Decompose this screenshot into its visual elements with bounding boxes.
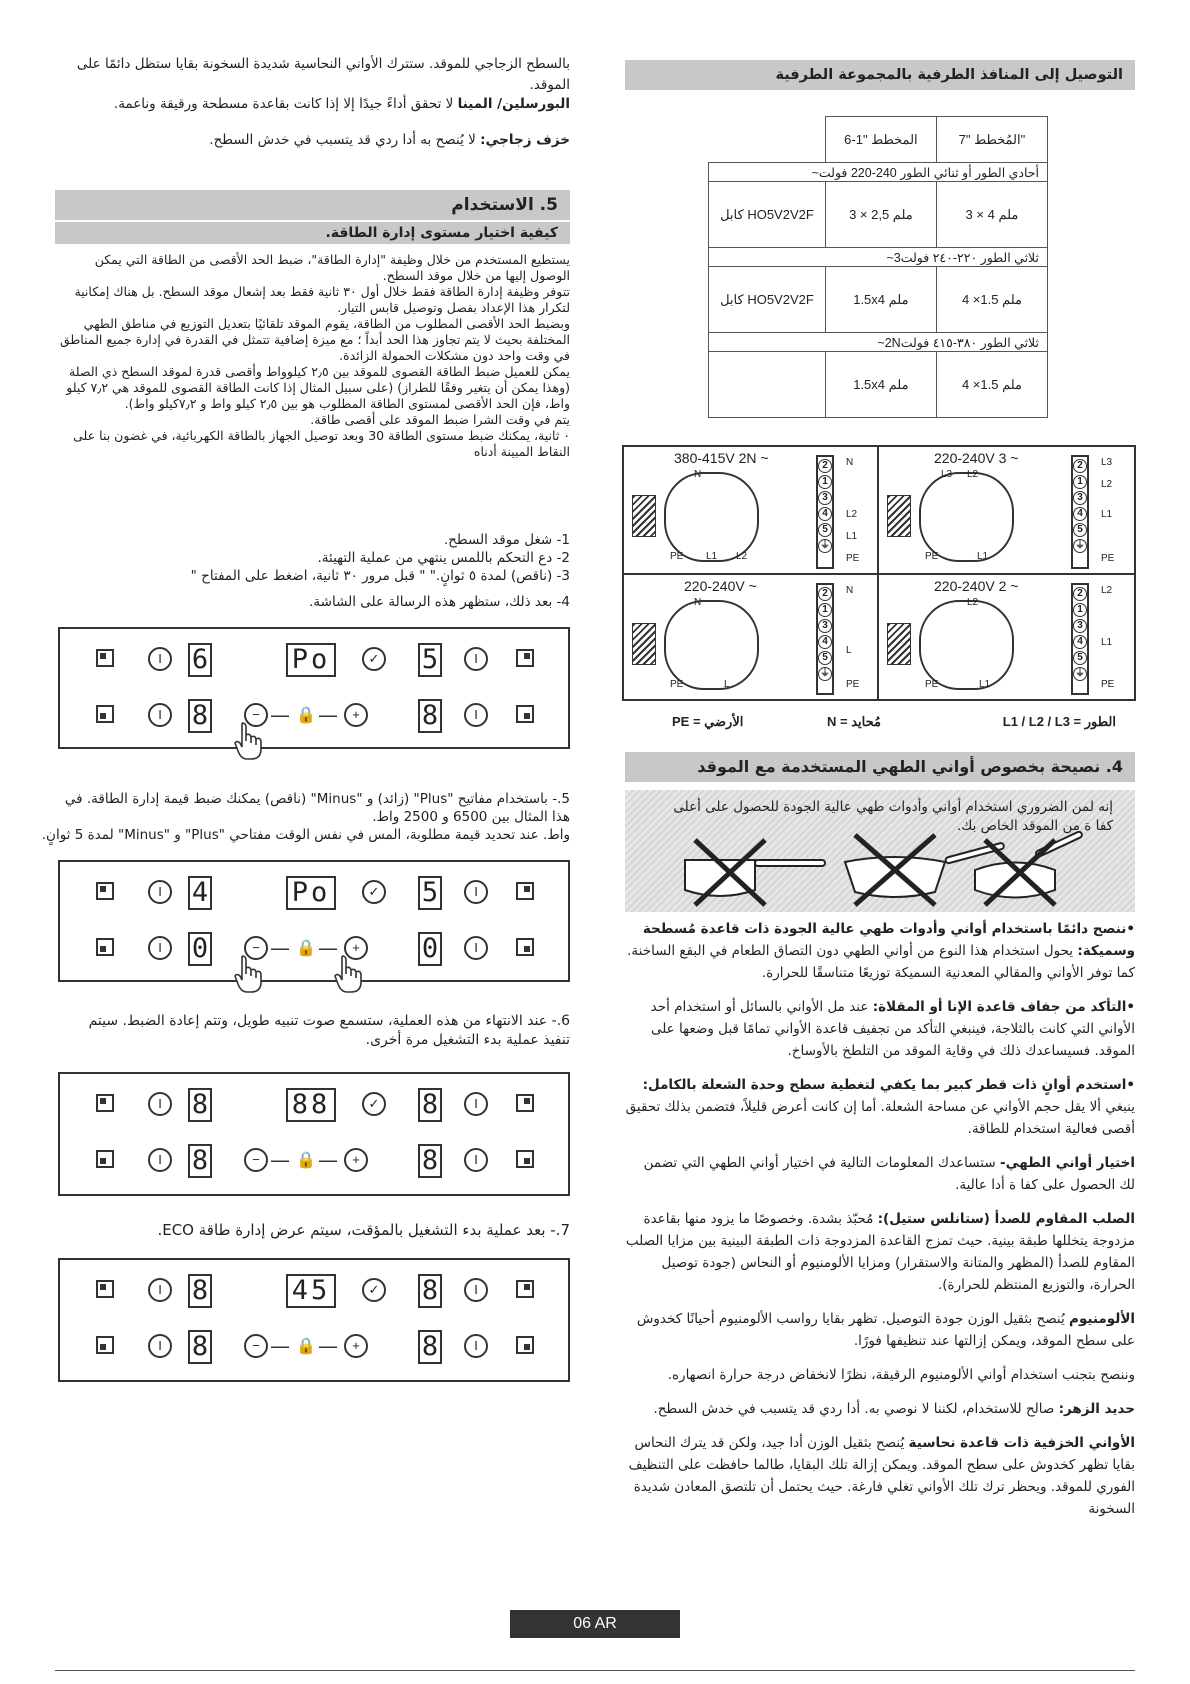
advice-item: الأواني الخزفية ذات قاعدة نحاسية يُنصح بثقيل الوزن أدا جيد، ولكن قد يترك النحاس بقايا تظهر كخدوش على سطح الموقد. ويمكن إزالة تلك البقايا، طالما حافظت على التنظيف الفوري للموقد. ويحظر ترك تلك الأواني تغلي فارغة. حيث يحتمل أن تلتصق المعادن شديدة السخونة (628, 1435, 1135, 1517)
glass-note: خزف زجاجي: لا يُنصح به أدا ردي قد يتسبب في خدش السطح. (209, 132, 570, 148)
lock-icon[interactable]: 🔒 (296, 1150, 316, 1169)
zone-indicator (96, 938, 114, 956)
zone-indicator (96, 1094, 114, 1112)
zone-indicator (516, 1150, 534, 1168)
power-key[interactable]: I (148, 703, 172, 727)
power-key[interactable]: I (464, 1148, 488, 1172)
row1-cable: كابل HO5V2V2F (709, 182, 826, 248)
wiring-2-phase: 220-240V 2 ~ 2 1 3 4 5 ⏚ L2 PE L1 L2 L1 PE (879, 575, 1134, 699)
minus-key[interactable]: − (244, 1148, 268, 1172)
minus-key[interactable]: − (244, 1334, 268, 1358)
wiring-diagrams (622, 445, 1136, 701)
row3-phase: ثلاثي الطور ٣٨٠-٤١٥ فولت2N~ (709, 333, 1048, 352)
power-key[interactable]: I (148, 1278, 172, 1302)
cookware-advice (625, 918, 1135, 1520)
cookware-illustration (625, 790, 1135, 912)
step5-text: 5.- باستخدام مفاتيح "Plus" (زائد) و "Minus" (ناقص) يمكنك ضبط قيمة إدارة الطاقة. في هذا المثال بين 6500 و 2500 واط. واط. عند تحديد قيمة مطلوبة، المس في نفس الوقت مفتاحي "Plus" و "Minus" لمدة 5 ثوانٍ. (41, 791, 570, 843)
diagram-1-6-header: المخطط "1-6 (825, 117, 936, 163)
separator: — (318, 936, 338, 960)
wiring-title: 220-240V 2 ~ (934, 578, 1019, 594)
zone-indicator (96, 882, 114, 900)
timer-icon[interactable]: ✓ (362, 1092, 386, 1116)
step6-text: 6.- عند الانتهاء من هذه العملية، ستسمع صوت تنبيه طويل، وتتم إعادة الضبط. سيتم تنفيذ عملية بدء التشغيل مرة أخرى. (88, 1013, 570, 1048)
zone-indicator (96, 649, 114, 667)
bottom-rule (55, 1670, 1135, 1671)
zone-display: 8 (188, 1330, 212, 1364)
zone-display: 0 (188, 932, 212, 966)
advice-item: •التأكد من جفاف قاعدة الإنا أو المقلاة: عند مل الأواني بالسائل أو استخدام أحد الأواني التي كانت بالثلاجة، فينبغي التأكد من تجفيف قاعدة الأواني تمامًا قبل وضعها على الموقد. فسيساعدك ذلك في وقاية الموقد من التلطخ بالأوساخ. (650, 999, 1135, 1059)
finger-press-icon (232, 721, 266, 761)
power-display: Po (286, 876, 336, 910)
steps-list: 1- شغل موقد السطح. 2- دع التحكم باللمس ينتهي من عملية التهيئة. 3- (ناقص) لمدة ٥ ثوانٍ." " قبل مرور ٣٠ ثانية، اضغط على المفتاح " 4- بعد ذلك، ستظهر هذه الرسالة على الشاشة. (190, 532, 570, 610)
zone-display: 8 (418, 1330, 442, 1364)
zone-indicator (516, 1336, 534, 1354)
control-panel-2 (58, 860, 570, 982)
zone-display: 8 (418, 699, 442, 733)
porcelain-note: البورسلين/ المينا لا تحقق أداءً جيدًا إلا إذا كانت بقاعدة مسطحة ورقيقة وناعمة. (113, 96, 570, 112)
minus-key[interactable]: − (244, 936, 268, 960)
row1-value-b: 3 × 4 ملم (936, 182, 1047, 248)
power-key[interactable]: I (464, 936, 488, 960)
separator: — (270, 703, 290, 727)
wiring-legend: L1 / L2 / L3 = الطور N = مُحايد PE = الأرضي (672, 714, 1116, 729)
section5-title: 5. الاستخدام (55, 190, 570, 220)
wiring-title: 380-415V 2N ~ (674, 450, 769, 466)
row2-cable: كابل HO5V2V2F (709, 267, 826, 333)
control-panel-4 (58, 1258, 570, 1382)
power-display: 88 (286, 1088, 336, 1122)
row3-value-b: 4 ×1.5 ملم (936, 352, 1047, 418)
minus-key[interactable]: − (244, 703, 268, 727)
separator: — (270, 936, 290, 960)
row2-phase: ثلاثي الطور ٢٢٠-٢٤٠ فولت3~ (709, 248, 1048, 267)
section4-title: 4. نصيحة بخصوص أواني الطهي المستخدمة مع الموقد (625, 752, 1135, 782)
finger-press-icon (232, 954, 266, 994)
power-key[interactable]: I (464, 1278, 488, 1302)
step7-text: 7.- بعد عملية بدء التشغيل بالمؤقت، سيتم عرض إدارة طاقة ECO. (157, 1221, 570, 1239)
plus-key[interactable]: + (344, 1334, 368, 1358)
bad-pans-icon (655, 830, 1095, 910)
power-display: Po (286, 643, 336, 677)
advice-item: اختيار أواني الطهي- ستساعدك المعلومات التالية في اختيار أواني الطهي التي تضمن لك الحصول على كفا ة أدا عالية. (643, 1155, 1135, 1193)
diagram-7-header: المُخطط "7" (936, 117, 1047, 163)
separator: — (318, 703, 338, 727)
power-key[interactable]: I (148, 1334, 172, 1358)
row3-empty (709, 352, 826, 418)
advice-item: •استخدم أوانٍ ذات قطر كبير بما يكفي لتغطية سطح وحدة الشعلة بالكامل: ينبغي ألا يقل حجم الأواني عن مساحة الشعلة. أما إن كانت أعرض قليلاً، فتضمن بذلك تحقيق أقصى فعالية استخدام للطاقة. (625, 1077, 1135, 1137)
zone-indicator (96, 1336, 114, 1354)
finger-press-icon (332, 954, 366, 994)
zone-display: 6 (188, 643, 212, 677)
power-key[interactable]: I (148, 880, 172, 904)
connection-table (708, 116, 1048, 418)
zone-indicator (516, 705, 534, 723)
wiring-title: 220-240V ~ (684, 578, 757, 594)
power-key[interactable]: I (464, 1334, 488, 1358)
power-key[interactable]: I (464, 1092, 488, 1116)
zone-indicator (516, 1280, 534, 1298)
row1-value-a: 3 × 2,5 ملم (825, 182, 936, 248)
terminal-section-title: التوصيل إلى المنافذ الطرفية بالمجموعة الطرفية (625, 60, 1135, 90)
zone-display: 8 (188, 1144, 212, 1178)
plus-key[interactable]: + (344, 703, 368, 727)
zone-indicator (516, 938, 534, 956)
zone-display: 8 (188, 1088, 212, 1122)
row2-value-b: 4 ×1.5 ملم (936, 267, 1047, 333)
zone-display: 8 (418, 1144, 442, 1178)
wiring-3-phase: 220-240V 3 ~ 2 1 3 4 5 ⏚ L3 L2 PE L1 L3 L2 L1 PE (879, 447, 1134, 573)
power-key[interactable]: I (148, 1092, 172, 1116)
advice-item: الألومنيوم يُنصح بثقيل الوزن جودة التوصيل. تظهر بقايا رواسب الألومنيوم أحيانًا كخدوش على سطح الموقد، ويمكن إزالتها عند تنظيفها فورًا. (636, 1311, 1135, 1349)
wiring-1-phase: 220-240V ~ 2 1 3 4 5 ⏚ N PE L N L PE (624, 575, 877, 699)
advice-item: حديد الزهر: صالح للاستخدام، لكننا لا نوصي به. أدا ردي قد يتسبب في خدش السطح. (653, 1401, 1135, 1417)
zone-display: 4 (188, 876, 212, 910)
zone-indicator (96, 1150, 114, 1168)
zone-indicator (96, 1280, 114, 1298)
separator: — (270, 1334, 290, 1358)
lock-icon[interactable]: 🔒 (296, 1336, 316, 1355)
wiring-2n: 380-415V 2N ~ 2 1 3 4 5 ⏚ N PE L1 L2 N L2 L1 PE (624, 447, 877, 573)
advice-item: •ننصح دائمًا باستخدام أواني وأدوات طهي عالية الجودة ذات قاعدة مُسطحة وسميكة: يحول استخدام هذا النوع من أواني الطهي دون التصاق الطعام في البقع الساخنة. كما توفر الأواني والمقالي المعدنية السميكة توزيعًا متناسقًا للحرارة. (627, 921, 1135, 981)
zone-indicator (516, 649, 534, 667)
zone-display: 5 (418, 876, 442, 910)
zone-indicator (96, 705, 114, 723)
zone-display: 8 (418, 1088, 442, 1122)
power-management-subtitle: كيفية اختيار مستوى إدارة الطاقة. (55, 222, 570, 244)
zone-display: 0 (418, 932, 442, 966)
zone-display: 8 (188, 1274, 212, 1308)
advice-item: وننصح بتجنب استخدام أواني الألومنيوم الرقيقة، نظرًا لانخفاض درجة حرارة انصهاره. (667, 1367, 1135, 1383)
power-key[interactable]: I (148, 1148, 172, 1172)
plus-key[interactable]: + (344, 936, 368, 960)
power-key[interactable]: I (148, 647, 172, 671)
row1-phase: أحادي الطور أو ثنائي الطور 240-220 فولت~ (709, 163, 1048, 182)
timer-icon[interactable]: ✓ (362, 647, 386, 671)
power-key[interactable]: I (148, 936, 172, 960)
timer-icon[interactable]: ✓ (362, 880, 386, 904)
wiring-title: 220-240V 3 ~ (934, 450, 1019, 466)
timer-display: 45 (286, 1274, 336, 1308)
intro-line: بالسطح الزجاجي للموقد. ستترك الأواني النحاسية شديدة السخونة بقايا ستظل دائمًا على الموقد. (76, 56, 570, 93)
advice-item: الصلب المقاوم للصدأ (ستانلس ستيل): مُحبّذ بشدة. وخصوصًا ما يزود منها بقاعدة مزدوجة يتخللها طبقة بينية. حيث تمزج القاعدة المزدوجة ذات الطبقة البينية بين مزايا الصلب المقاوم للصدأ (المظهر والمتانة والاستقرار) ومزايا الألومنيوم أو النحاس (جودة توصيل الحرارة، والتوزيع المنتظم للحرارة). (625, 1211, 1135, 1293)
control-panel-1 (58, 627, 570, 749)
power-key[interactable]: I (464, 703, 488, 727)
separator: — (270, 1148, 290, 1172)
power-key[interactable]: I (464, 647, 488, 671)
cookware-note: إنه لمن الضروري استخدام أواني وأدوات طهي عالية الجودة للحصول على أعلى كفا ة من الموقد الخاص بك. (673, 799, 1113, 834)
power-key[interactable]: I (464, 880, 488, 904)
row2-value-a: 1.5x4 ملم (825, 267, 936, 333)
zone-indicator (516, 1094, 534, 1112)
zone-display: 8 (188, 699, 212, 733)
timer-icon[interactable]: ✓ (362, 1278, 386, 1302)
plus-key[interactable]: + (344, 1148, 368, 1172)
row3-value-a: 1.5x4 ملم (825, 352, 936, 418)
zone-display: 5 (418, 643, 442, 677)
lock-icon[interactable]: 🔒 (296, 705, 316, 724)
page-number: 06 AR (510, 1610, 680, 1638)
separator: — (318, 1334, 338, 1358)
separator: — (318, 1148, 338, 1172)
control-panel-3 (58, 1072, 570, 1196)
power-management-text: يستطيع المستخدم من خلال وظيفة "إدارة الطاقة"، ضبط الحد الأقصى من الطاقة التي يمكن الوصول إليها من خلال موقد السطح. تتوفر وظيفة إدارة الطاقة فقط خلال أول ٣٠ ثانية فقط بعد إشعال موقد السطح. بل هناك إمكانية لتكرار هذا الإعداد بفصل وتوصيل قابس التيار. وبضبط الحد الأقصى المطلوب من الطاقة، يقوم الموقد تلقائيًا بتعديل التوزيع في مناطق الطهي المختلفة بحيث لا يتم تجاوز هذا الحد أبداً ؛ مع ميزة إضافية تتمثل في القدرة في إدارة جميع المناطق في وقت واحد دون مشكلات الحمولة الزائدة. يمكن للعميل ضبط الطاقة القصوى للموقد بين ٢٫٥ كيلوواط وأقصى قدرة لموقد السطح ذي الصلة (وهذا يمكن أن يتغير وفقًا للطراز) (على سبيل المثال إذا كانت الطاقة القصوى للموقد هي ٧٫٢ كيلو واط، فإن الحد الأقصى لمستوى الطاقة المطلوب هو بين ٢٫٥ كيلو واط و ٧٫٢كيلو واط). يتم في وقت الشرا ضبط الموقد على أقصى طاقة. ٠ ثانية، يمكنك ضبط مستوى الطاقة 30 وبعد توصيل الجهاز بالطاقة الكهربائية، في غضون بنا على النقاط المبينة أدناه (59, 252, 570, 459)
lock-icon[interactable]: 🔒 (296, 938, 316, 957)
zone-indicator (516, 882, 534, 900)
zone-display: 8 (418, 1274, 442, 1308)
